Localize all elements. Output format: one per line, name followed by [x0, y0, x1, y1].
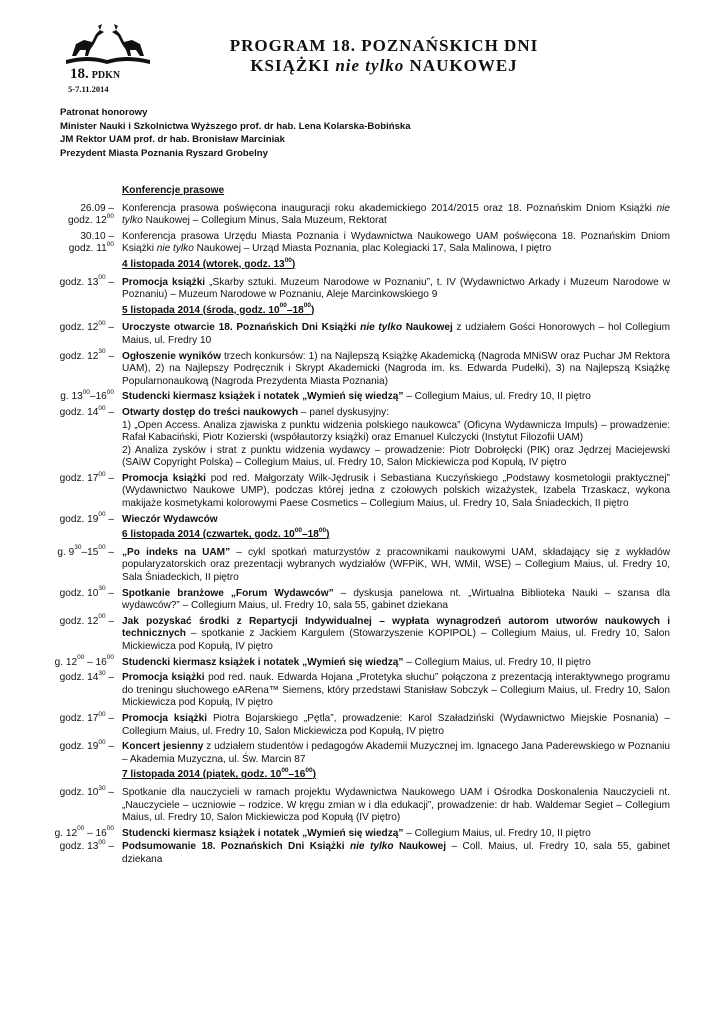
program-item: [30, 231, 670, 256]
item-description: Jak pozyskać środki z Repartycji Indywidualnej – wypłata wynagrodzeń autorom utworów naukowych i technicznych – spotkanie z Jackiem Kargulem (Stowarzyszenie KOPIPOL) – Collegium Maius, ul. Fredry 10, Salon Mickiewicza pod Kopułą, IV piętro: [122, 615, 670, 652]
item-time: g. $12^{00} - 16^{00}$: [54, 825, 114, 839]
program-list: [30, 183, 670, 870]
section-heading-press: Konferencje prasowe: [122, 185, 225, 196]
item-time: godz. $12^{00}$ –: [59, 319, 114, 334]
program-item: [30, 511, 670, 527]
honorary-patronage: [60, 106, 411, 160]
program-item: [30, 784, 670, 825]
item-time: g. $12^{00} - 16^{00}$: [54, 654, 114, 668]
program-item: [30, 388, 670, 404]
program-item: [30, 470, 671, 511]
item-description: Promocja książki „Skarby sztuki. Muzeum Narodowe w Poznaniu”, t. IV (Wydawnictwo Arkady i Muzeum Narodowe w Poznaniu) – Muzeum Narodowe w Poznaniu, Aleje Marcinkowskiego 9: [122, 276, 671, 301]
patron-line: JM Rektor UAM prof. dr hab. Bronisław Marciniak: [60, 134, 285, 146]
item-description: Koncert jesienny z udziałem studentów i pedagogów Akademii Muzycznej im. Ignacego Jana Paderewskiego w Poznaniu – Akademia Muzyczna, ul. Św. Marcin 87: [122, 741, 670, 765]
program-item: [30, 404, 670, 470]
item-description: Spotkanie dla nauczycieli w ramach projektu Wydawnictwa Naukowego UAM i Ośrodka Doskonalenia Nauczycieli nt. „Nauczyciele – uczniowie – rodzice. W kręgu zmian w i dla edukacji”, prowadzenie: dr hab. Waldemar Segiet – Collegium Maius, ul. Fredry 10, Salon Mickiewicza pod Kopułą (IV piętro): [122, 786, 670, 824]
pdkn-logo: [58, 20, 158, 66]
item-time: godz. $10^{30}$ –: [59, 585, 114, 599]
item-description: Promocja książki pod red. nauk. Edwarda Hojana „Protetyka słuchu” połączona z prezentacją interaktywnego programu do treningu słuchowego eARena™ Siemens, który przedstawi Stanisław Sobczyk – Collegium Maius, ul. Fredry 10, Salon Mickiewicza pod Kopułą, IV piętro: [122, 672, 670, 709]
item-time: g. $9^{30}-15^{00}$ –: [57, 544, 114, 558]
item-description: Studencki kiermasz książek i notatek „Wymień się wiedzą” – Collegium Maius, ul. Fredry 10, II piętro: [122, 827, 591, 839]
item-description: Promocja książki pod red. Małgorzaty Wilk-Jędrusik i Sebastiana Kuczyńskiego „Podstawy kosmetologii praktycznej” (Wydawnictwo Naukowe UMP), podczas której jedna z czołowych polskich wizażystek, Izabela Trzaskacz, wykona makijaże kosmetykami kolorowymi Paese Cosmetics – Collegium Maius, ul. Fredry 10, Sala Śniadeckich, II piętro: [122, 472, 671, 510]
item-description: Konferencja prasowa poświęcona inauguracji roku akademickiego 2014/2015 oraz 18. Poznańskim Dniom Książki nie tylko Naukowej – Collegium Minus, Sala Muzeum, Rektorat: [122, 202, 670, 227]
item-description: Spotkanie branżowe „Forum Wydawców” – dyskusja panelowa nt. „Wirtualna Biblioteka Nauki – szansa dla wydawców?” – Collegium Maius, ul. Fredry 10, sala 55, gabinet dziekana: [122, 587, 670, 612]
section-heading-day7: 7 listopada 2014 (piątek, godz. $10^{00}-16^{00}$): [122, 766, 316, 781]
item-time: godz. $19^{00}$ –: [59, 511, 114, 525]
item-description: Konferencja prasowa Urzędu Miasta Poznania i Wydawnictwa Naukowego UAM poświęcona 18. Poznańskim Dniom Książki nie tylko Naukowej – Urząd Miasta Poznania, plac Kolegiacki 17, Sala Malinowa, I piętro: [122, 230, 670, 255]
item-description: Uroczyste otwarcie 18. Poznańskich Dni Książki nie tylko Naukowej z udziałem Gości Honorowych – hol Collegium Maius, ul. Fredry 10: [122, 322, 670, 346]
item-time: g. $13^{00}-16^{00}$: [60, 388, 114, 403]
item-description: „Po indeks na UAM” – cykl spotkań maturzystów z pracownikami naukowymi UAM, składający się z wykładów popularyzatorskich oraz prezentacji wybranych wydziałów (WFPiK, WH, WMiI, WSE) – Collegium Maius, ul. Fredry 10, Sala Śniadeckich, II piętro: [122, 546, 670, 584]
program-item: [30, 348, 670, 389]
item-description: Studencki kiermasz książek i notatek „Wymień się wiedzą” – Collegium Maius, ul. Fredry 10, II piętro: [122, 656, 591, 668]
item-description: Podsumowanie 18. Poznańskich Dni Książki nie tylko Naukowej – Coll. Maius, ul. Fredry 10, sala 55, gabinet dziekana: [122, 841, 670, 865]
program-item: [30, 585, 670, 613]
logo-dates: 5-7.11.2014: [68, 84, 109, 94]
item-time: godz. $13^{00}$ –: [59, 274, 114, 288]
logo-edition: 18. PDKN: [70, 66, 121, 82]
item-description: Promocja książki Piotra Bojarskiego „Pętla”, prowadzenie: Karol Szaładziński (Wydawnictwo Miejskie Posnania) – Collegium Maius, ul. Fredry 10, Salon Mickiewicza pod Kopułą, IV piętro: [122, 712, 670, 737]
program-item: [30, 544, 670, 585]
program-item: [30, 738, 670, 766]
item-time: godz. $17^{00}$ –: [59, 710, 114, 724]
program-item: [30, 710, 670, 738]
program-item: [30, 613, 670, 654]
program-item: [30, 203, 670, 228]
item-time: godz. $14^{30}$ –: [59, 669, 114, 684]
item-description: Ogłoszenie wyników trzech konkursów: 1) na Najlepszą Książkę Akademicką (Nagroda MNiSW oraz Puchar JM Rektora UAM), 2) na Najlepszy Podręcznik i Skrypt Akademicki (Nagroda im. ks. Edwarda Pudełki), 3) na Najlepszą Książkę Popularnonaukową (Nagroda Prezydenta Miasta Poznania): [122, 350, 670, 387]
item-description: Otwarty dostęp do treści naukowych – panel dyskusyjny: 1) „Open Access. Analiza zjawiska z punktu widzenia polskiego naukowca” (Oficyna Wydawnicza Impuls) – prowadzenie: Rafał Kabaciński, Piotr Kozierski (współautorzy książki) oraz Emanuel Kulczycki (Instytut Filozofii UAM) 2) Analiza zysków i strat z punktu widzenia wydawcy – prowadzenie: Piotr Dobrołęcki (PIK) oraz Jędrzej Maciejewski (SAiW Copyright Polska) – Collegium Maius, ul. Fredry 10, Salon Mickiewicza pod Kopułą, IV piętro: [122, 406, 670, 469]
item-time: godz. $10^{30}$ –: [59, 784, 114, 798]
item-time: 26.09 – godz. $12^{00}$: [68, 202, 114, 227]
patron-line: Prezydent Miasta Poznania Ryszard Grobelny: [60, 147, 268, 159]
program-item: [30, 825, 670, 841]
item-description: Wieczór Wydawców: [122, 513, 218, 525]
program-item: [30, 669, 670, 710]
item-time: godz. $19^{00}$ –: [59, 738, 114, 753]
patron-line: Minister Nauki i Szkolnictwa Wyższego prof. dr hab. Lena Kolarska-Bobińska: [60, 120, 411, 132]
item-time: godz. $13^{00}$ –: [59, 838, 114, 853]
section-heading-day4: 4 listopada 2014 (wtorek, godz. $13^{00}$): [122, 256, 296, 270]
item-time: godz. $14^{00}$ –: [59, 404, 114, 418]
program-item: [30, 319, 670, 347]
section-heading-day6: 6 listopada 2014 (czwartek, godz. $10^{00}-18^{00}$): [122, 526, 330, 541]
program-item: [30, 838, 670, 866]
program-item: [30, 274, 671, 302]
item-description: Studencki kiermasz książek i notatek „Wymień się wiedzą” – Collegium Maius, ul. Fredry 10, II piętro: [122, 391, 591, 403]
item-time: 30.10 – godz. $11^{00}$: [68, 230, 114, 255]
patronage-heading: Patronat honorowy: [60, 107, 148, 118]
section-heading-day5: 5 listopada 2014 (środa, godz. $10^{00}-18^{00}$): [122, 302, 315, 316]
program-item: [30, 654, 670, 670]
item-time: godz. $12^{00}$ –: [59, 613, 114, 627]
item-time: godz. $12^{30}$ –: [59, 348, 114, 362]
item-time: godz. $17^{00}$ –: [59, 470, 114, 484]
deer-book-logo-icon: [58, 20, 158, 66]
page-title: PROGRAM 18. POZNAŃSKICH DNI KSIĄŻKI nie tylko NAUKOWEJ: [229, 36, 539, 75]
